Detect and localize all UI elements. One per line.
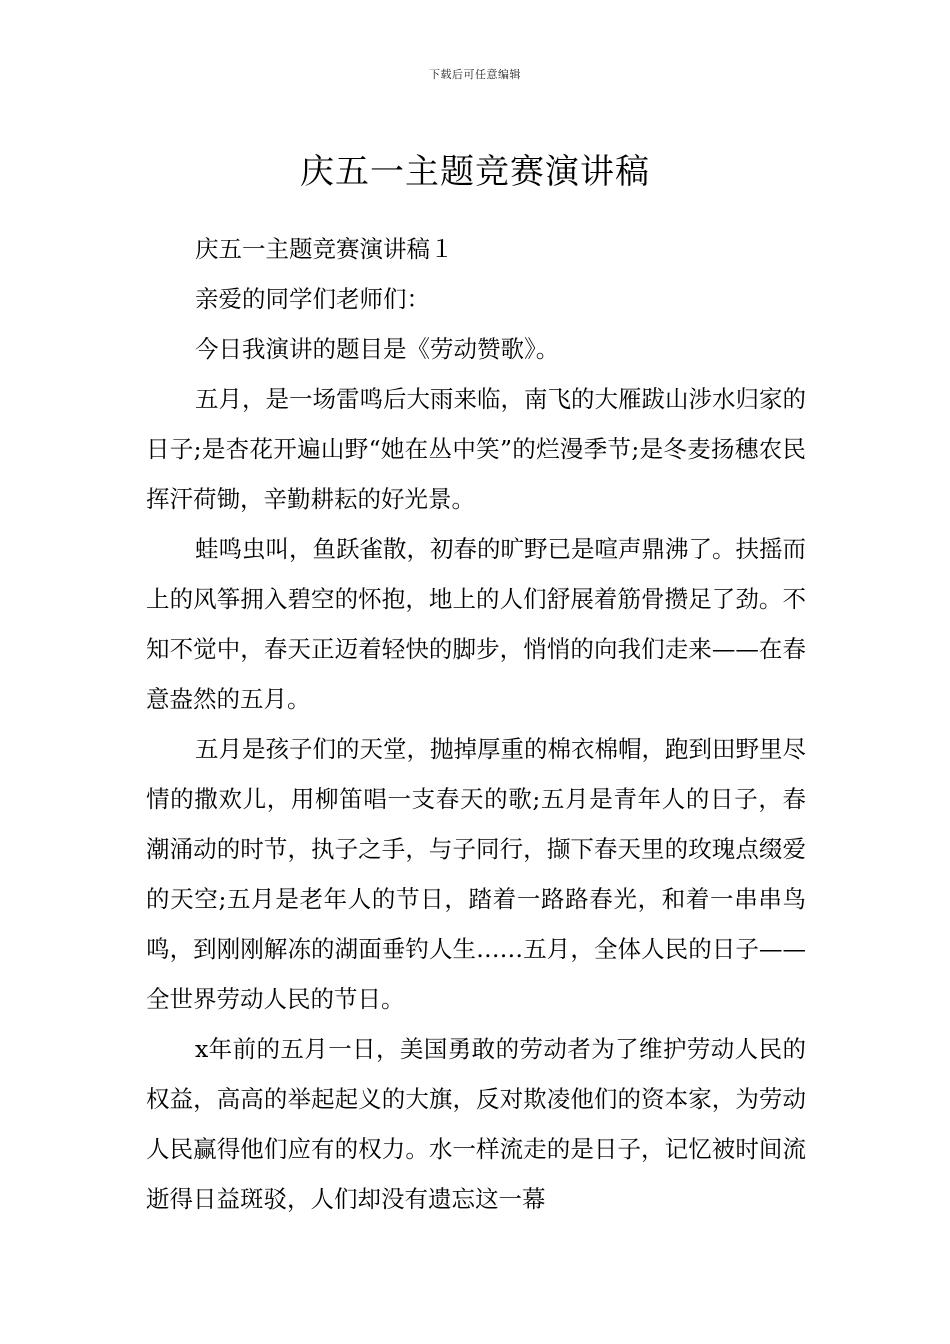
paragraph: 蛙鸣虫叫，鱼跃雀散，初春的旷野已是喧声鼎沸了。扶摇而上的风筝拥入碧空的怀抱，地上的人们舒展着筋骨攒足了劲。不知不觉中，春天正迈着轻快的脚步，悄悄的向我们走来——在春意盎然的五月。: [146, 535, 806, 713]
paragraph-salutation: 亲爱的同学们老师们：: [195, 285, 430, 313]
paragraph-topic: 今日我演讲的题目是《劳动赞歌》。: [195, 335, 560, 363]
paragraph-subtitle: 庆五一主题竞赛演讲稿１: [195, 235, 454, 263]
header-note: 下载后可任意编辑: [429, 68, 521, 81]
paragraph: 五月是孩子们的天堂，抛掉厚重的棉衣棉帽，跑到田野里尽情的撒欢儿，用柳笛唱一支春天的歌;五月是青年人的日子，春潮涌动的时节，执子之手，与子同行，撷下春天里的玫瑰点缀爱的天空;五月是老年人的节日，踏着一路路春光，和着一串串鸟鸣，到刚刚解冻的湖面垂钓人生……五月，全体人民的日子——全世界劳动人民的节日。: [146, 735, 806, 1013]
document-title: 庆五一主题竞赛演讲稿: [300, 151, 650, 192]
paragraph: x年前的五月一日，美国勇敢的劳动者为了维护劳动人民的权益，高高的举起起义的大旗，反对欺凌他们的资本家，为劳动人民赢得他们应有的权力。水一样流走的是日子，记忆被时间流逝得日益斑驳，人们却没有遗忘这一幕: [146, 1035, 806, 1213]
document-body: [146, 224, 806, 1224]
paragraph: 五月，是一场雷鸣后大雨来临，南飞的大雁跋山涉水归家的日子;是杏花开遍山野“她在丛中笑”的烂漫季节;是冬麦扬穗农民挥汗荷锄，辛勤耕耘的好光景。: [146, 385, 806, 513]
